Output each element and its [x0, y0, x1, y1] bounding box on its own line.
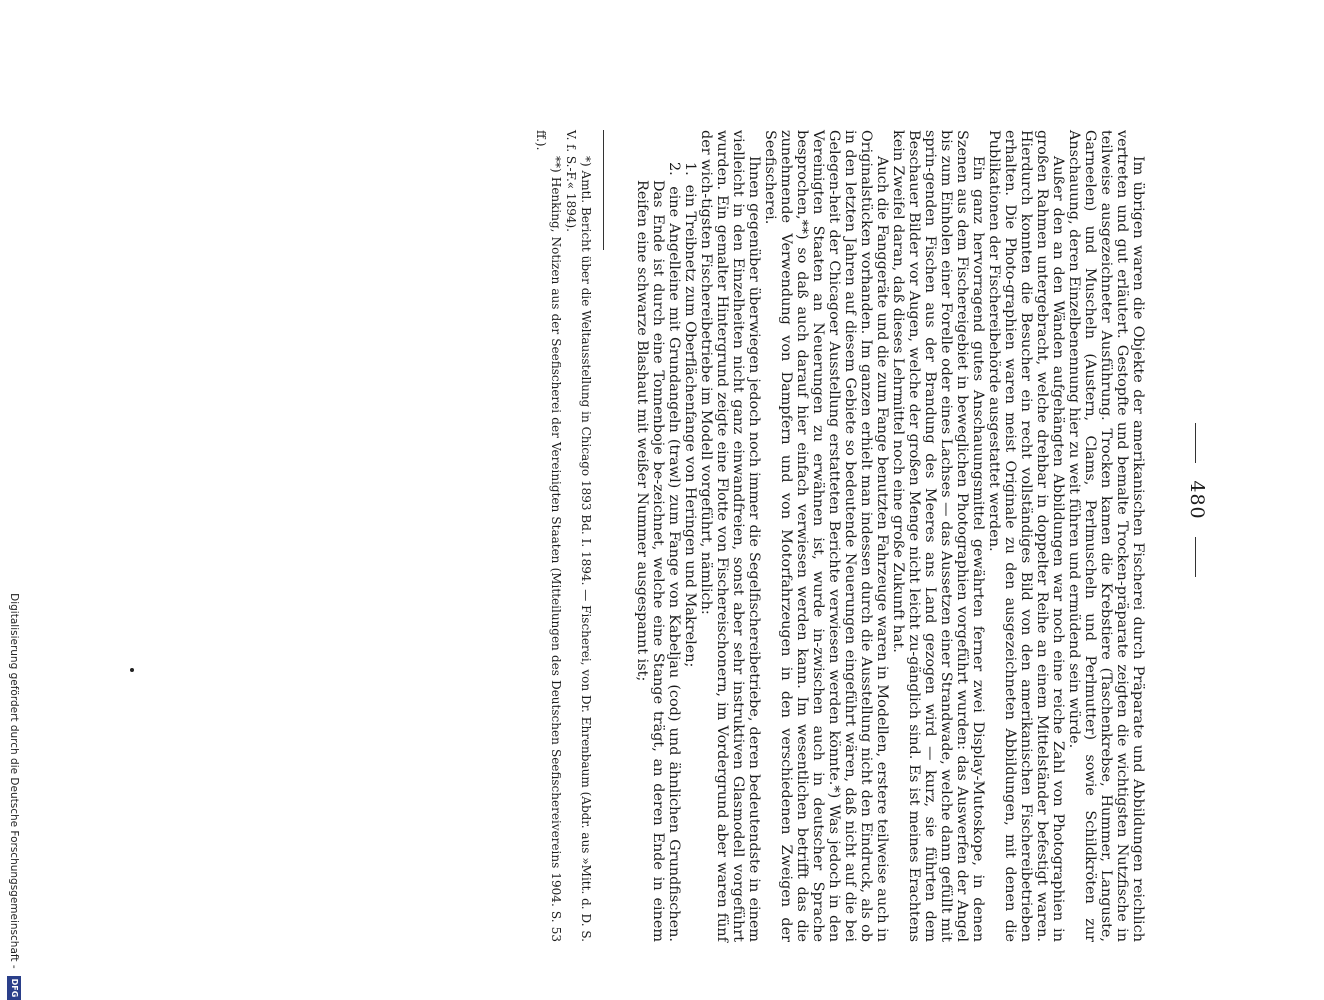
paragraph: Außer den an den Wänden aufgehängten Abbildungen war noch eine reiche Zahl von Photographien in großen Rahmen untergebracht, welche drehbar in doppelter Reihe an einem Mittelständer befestigt waren. Hierdurch konnten die Besucher ein recht vollständiges Bild von den amerikanischen Fischereibetrieben erhalten. Die Photo-graphien waren meist Originale zu den ausgezeichneten Abbildungen, mit denen die Publikationen der Fischereibehörde ausgestattet werden.: [986, 130, 1066, 942]
paragraph: Im übrigen waren die Objekte der amerikanischen Fischerei durch Präparate und Abbildungen reichlich vertreten und gut erläutert. Gestopfte und bemalte Trocken-präparate zeigten die wichtigsten Nutzfische in teilweise ausgezeichneter Ausführung. Trocken kamen die Krebstiere (Taschenkrebse, Hummer, Languste, Garneelen) und Muscheln (Austern, Clams, Perlmuscheln und Perlmutter) sowie Schildkröten zur Anschauung, deren Einzelbenennung hier zu weit führen und ermüdend sein würde.: [1066, 130, 1146, 942]
credit-text: Digitalisierung gefördert durch die Deutsche Forschungsgemeinschaft -: [8, 593, 20, 969]
paragraph: Ein ganz hervorragend gutes Anschauungsmittel gewährten ferner zwei Display-Mutoskope, in denen Szenen aus dem Fischereigebiet in beweglichen Photographien vorgeführt wurden: das Auswerfen der Angel bis zum Einholen einer Forelle oder eines Lachses — das Aussetzen einer Strandwade, welche dann gefüllt mit sprin-genden Fischen aus der Brandung des Meeres ans Land gezogen wird — kurz, sie führten dem Beschauer Bilder vor Augen, welche der großen Menge nicht leicht zu-gänglich sind. Es ist meines Erachtens kein Zweifel daran, daß dieses Lehrmittel noch eine große Zukunft hat.: [890, 130, 986, 942]
header-rule-right: [1196, 537, 1197, 577]
ink-dot: [130, 668, 134, 672]
page-number: 480: [1186, 480, 1208, 520]
list-item-text: eine Angelleine mit Grundangeln (trawl) zum Fange von Kabeljau (cod) und ähnlichen Grundfischen. Das Ende ist durch eine Tonnenboje be-zeichnet, welche eine Stange trägt, an deren Ende in einem Reifen eine schwarze Blashaut mit weißer Nummer ausgespannt ist;: [634, 180, 682, 942]
footnote-divider: [603, 130, 604, 250]
footnote: *) Amtl. Bericht über die Weltausstellung in Chicago 1893 Bd. I. 1894. — Fischerei, von Dr. Ehrenbaum (Abdr. aus »Mitt. d. D. S. V. f. S.-F.« 1894).: [564, 130, 593, 942]
body-text: [533, 130, 1146, 942]
list-item-number: 2.: [666, 162, 682, 176]
footnotes: [533, 130, 593, 942]
list-item-text: ein Treibnetz zum Oberflächenfange von Heringen und Makrelen;: [682, 184, 698, 668]
paragraph: Ihnen gegenüber überwiegen jedoch noch immer die Segelfischereibetriebe, deren bedeutendste in einem vielleicht in den Einzelheiten nicht ganz einwandfreien, sonst aber sehr instruktiven Glasmodell vorgeführt wurden. Ein gemalter Hintergrund zeigte eine Flotte von Fischereischonern, im Vordergrund aber waren fünf der wich-tigsten Fischereibetriebe im Modell vorgeführt, nämlich:: [698, 130, 762, 942]
dfg-logo: DFG: [7, 976, 21, 1000]
list-item: [682, 130, 698, 942]
list-item: [634, 130, 682, 942]
page-header: [1186, 0, 1208, 1000]
paragraph: Auch die Fanggeräte und die zum Fange benutzten Fahrzeuge waren in Modellen, erstere teilweise auch in Originalstücken vorhanden. Im ganzen erhielt man indessen durch die Ausstellung nicht den Eindruck, als ob in den letzten Jahren auf diesem Gebiete so bedeutende Neuerungen eingeführt wären, daß nicht auf die bei Gelegen-heit der Chicagoer Ausstellung erstatteten Berichte verwiesen werden könnte.*) Was jedoch in den Vereinigten Staaten an Neuerungen zu erwähnen ist, wurde in-zwischen auch in deutscher Sprache besprochen,**) so daß auch darauf hier einfach verwiesen werden kann. Im wesentlichen betrifft das die zunehmende Verwendung von Dampfern und von Motorfahrzeugen in den verschiedenen Zweigen der Seefischerei.: [762, 130, 890, 942]
list-item-number: 1.: [682, 162, 698, 176]
footnote: **) Henking, Notizen aus der Seefischerei der Vereinigten Staaten (Mitteilungen des Deutschen Seefischereivereins 1904. S. 53 ff.).: [534, 130, 563, 942]
digitization-credit: [4, 0, 24, 1000]
model-list: [634, 130, 698, 942]
header-rule-left: [1196, 423, 1197, 463]
